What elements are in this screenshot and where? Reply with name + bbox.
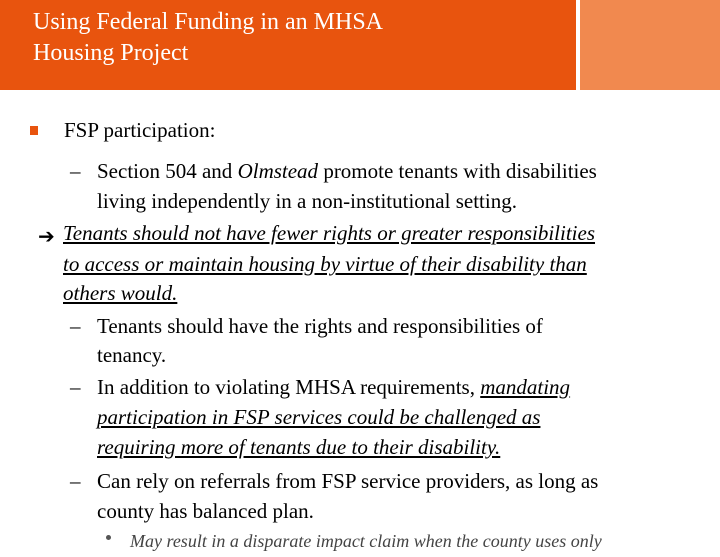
arrow-point-line-1: Tenants should not have fewer rights or greater responsibilities xyxy=(63,221,596,245)
dash-marker: – xyxy=(70,469,81,493)
dash-marker: – xyxy=(70,314,81,338)
sub3-mandating: mandating xyxy=(480,375,571,399)
arrow-point-line-3: others would. xyxy=(63,281,178,305)
round-bullet-icon xyxy=(106,535,111,540)
slide-title-line-2: Housing Project xyxy=(33,40,189,66)
sub-bullet-section-504 xyxy=(97,156,597,187)
square-bullet-icon xyxy=(30,126,38,135)
arrow-point-line-2: to access or maintain housing by virtue of their disability than xyxy=(63,252,587,276)
arrow-right-icon: ➔ xyxy=(38,224,55,248)
dash-marker: – xyxy=(70,159,81,183)
dash-marker: – xyxy=(70,375,81,399)
sub-bullet-mhsa-requirements xyxy=(97,372,570,403)
sub-bullet-mhsa-line-3: requiring more of tenants due to their disability. xyxy=(97,435,501,459)
sub-bullet-rights-line-2: tenancy. xyxy=(97,343,167,367)
sub-bullet-referrals-line-2: county has balanced plan. xyxy=(97,499,314,523)
sub1-olmstead: Olmstead xyxy=(237,159,319,183)
sub1-text-b: promote tenants with disabilities xyxy=(318,159,597,183)
sub-bullet-mhsa-line-2: participation in FSP services could be challenged as xyxy=(97,405,541,429)
sub3-plain: In addition to violating MHSA requirements, xyxy=(97,375,481,399)
cutoff-line: May result in a disparate impact claim when the county uses only xyxy=(130,531,602,551)
bullet-fsp-participation: FSP participation: xyxy=(64,118,216,142)
sub-bullet-referrals: Can rely on referrals from FSP service providers, as long as xyxy=(97,469,599,493)
sub-bullet-rights: Tenants should have the rights and responsibilities of xyxy=(97,314,543,338)
sub1-text-a: Section 504 and xyxy=(97,159,238,183)
sub-bullet-section-504-line-2: living independently in a non-institutional setting. xyxy=(97,189,517,213)
slide-title-line-1: Using Federal Funding in an MHSA xyxy=(33,9,383,35)
